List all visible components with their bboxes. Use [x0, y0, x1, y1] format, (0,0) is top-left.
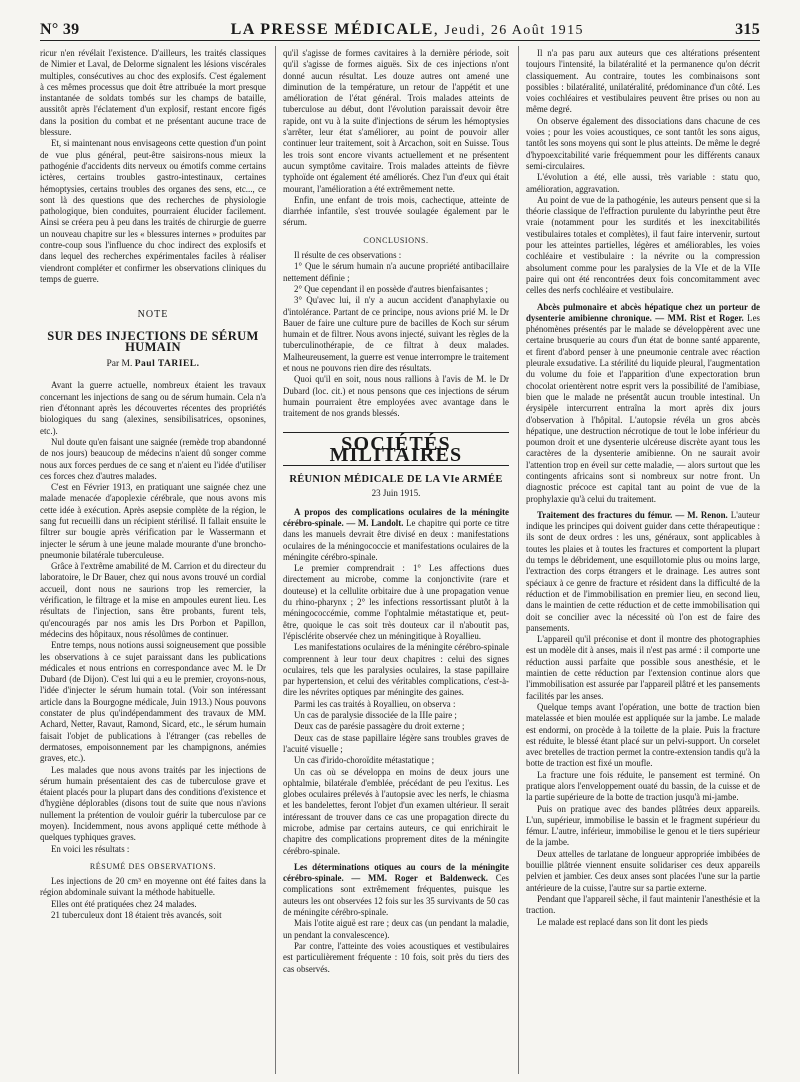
communication-text: Ces complications sont extrêmement fréquentes, puisque les auteurs les ont observées 12 fois sur les 35 survivants de 50 cas de méningite cérébro-spinale. — [283, 873, 509, 918]
paragraph — [526, 510, 760, 634]
paragraph: Nul doute qu'en faisant une saignée (remède trop abandonné de nos jours) beaucoup de médecins n'aient dû songer comme nous aux forces perdues de ce sang et n'aient eu l'idée d'utiliser ces forces chez d'autres malades. — [40, 436, 266, 481]
paragraph: Un cas de paralysie dissociée de la IIIe paire ; — [294, 710, 457, 721]
paragraph: Et, si maintenant nous envisageons cette question d'un point de vue plus général, peut-être saisirons-nous mieux la pathogénie d'accidents dits nerveux ou émotifs comme certains ictères, certains troubles gastro-intestinaux, certaines hémoptysies, certains troubles des organes des sens, etc..., ce sont là des questions que des recherches de physiologie pathologique, bien conduites, pourraient élucider facilement. Ainsi se créera peu à peu dans les traités de chirurgie de guerre un nouveau chapitre sur les « blessures internes » produites par contre-coup sous l'influence du choc indirect des explosifs et dans lequel des recherches expérimentales faciles à réaliser viendront compléter et confirmer les observations cliniques du temps de guerre. — [40, 138, 266, 284]
paragraph: Grâce à l'extrême amabilité de M. Carrion et du directeur du laboratoire, le Dr Bauer, chez qui nous avons trouvé un cordial accueil, dont nous ne saurions trop les remercier, la vérification, le filtrage et la mise en ampoules eurent lieu. Les résultats de l'injection, sans être probants, furent tels, qu'encouragés par nos amis les Drs Porbon et Papillon, médecins des hôpitaux, nous résolûmes de continuer. — [40, 561, 266, 639]
paragraph — [526, 302, 760, 505]
page-number: 315 — [735, 21, 760, 38]
communication-text: Le chapitre qui porte ce titre dans les manuels devrait être divisé en deux : manifestations oculaires de la méningococcie et manifestations oculaires de la méningite cérébro-spinale. — [283, 517, 509, 562]
paragraph: C'est en Février 1913, en pratiquant une saignée chez une malade menacée d'apoplexie cérébrale, que nous avons mis cette idée à exécution. Après asepsie complète de la région, le sang fut recueilli dans un récipient stérilisé. Il fallait ensuite le filtrer sur bougie après vérification par le Wassermann et injecter le sérum à une jeune malade mourante d'une broncho-pneumonie bilatérale tuberculeuse. — [40, 482, 266, 560]
column-2 — [283, 48, 509, 1072]
communication-title: Les déterminations otiques au cours de la méningite cérébro-spinale. — MM. Roger et Baldenweck. — [283, 861, 509, 884]
page-header — [40, 17, 760, 39]
communication-text: Les phénomènes présentés par le malade se développèrent avec une certaine brusquerie au cours d'un état de bonne santé apparente, et firent d'abord penser à une pneumonie centrale avec réaction pleurale exsudative. La stérilité du liquide pleural, l'augmentation du volume du foie et l'apparition d'une expectoration brun chocolat orientèrent notre esprit vers la possibilité de l'amibiase, bien que le malade ne présentât aucun trouble intestinal. Un érysipèle intercurrent entraîna la mort après dix jours d'observation à l'hôpital. L'autopsie révéla un gros abcès hépatique, une destruction nécrotique de tout le lobe inférieur du poumon droit et une dysenterie ulcéreuse discrète ayant tous les caractères de la dysenterie amibienne. On ne saurait avoir l'attention trop en éveil sur cette maladie, — alors surtout que les contingents africains sont si nombreux sur notre front. Un diagnostic précoce est capital tant au point de vue de la prophylaxie qu'à celui du traitement. — [526, 312, 760, 504]
column-3 — [526, 48, 760, 1072]
note-heading: NOTE — [137, 309, 169, 321]
paragraph: Un cas d'irido-choroïdite métastatique ; — [294, 755, 435, 766]
column-1 — [40, 48, 266, 1072]
paragraph: 2° Que cependant il en possède d'autres bienfaisantes ; — [294, 283, 488, 294]
paragraph: Les injections de 20 cm³ en moyenne ont été faites dans la région abdominale suivant la méthode habituelle. — [40, 876, 266, 898]
paragraph: En voici les résultats : — [51, 843, 130, 854]
paragraph: Deux attelles de tarlatane de longueur appropriée imbibées de bouillie plâtrée viennent ensuite solidariser ces deux appareils pelvien et jambier. Ces deux anses sont placées l'une sur la partie antérieure de la cuisse, l'autre sur sa partie externe. — [526, 848, 760, 893]
paragraph: Le premier comprendrait : 1° Les affections dues directement au microbe, comme la conjonctivite (rare et douteuse) et la cellulite orbitaire due à une propagation venue du rhino-pharynx ; 2° les infections ressortissant plutôt à la méningococcémie, comme l'ophtalmie métastatique et, peut-être, quoique le cas soit très douteux car il n'aboutit pas, l'épisclérite observée chez un méningitique à Royallieu. — [283, 563, 509, 641]
paragraph: Deux cas de stase papillaire légère sans troubles graves de l'acuité visuelle ; — [283, 732, 509, 754]
paragraph: Les malades que nous avons traités par les injections de sérum humain présentaient des cas de tuberculose grave et étaient placés pour la plupart dans des conditions d'existence et d'hygiène déplorables (disons tout de suite que nous n'avions nullement la prétention de vouloir guérir la tuberculose par ce moyen). Incidemment, nous avons appliqué cette méthode à quelques typhiques graves. — [40, 764, 266, 843]
meeting-title: RÉUNION MÉDICALE DE LA VIe ARMÉE — [289, 474, 503, 486]
paragraph: La fracture une fois réduite, le pansement est terminé. On pratique alors l'enveloppement ouaté du bassin, de la cuisse et de la partie supérieure de la botte de traction jusqu'à mi-jambe. — [526, 769, 760, 803]
paragraph: Puis on pratique avec des bandes plâtrées deux appareils. L'un, supérieur, immobilise le bassin et le fragment supérieur du fémur. L'autre, inférieur, immobilise le genou et le tiers supérieur de la jambe. — [526, 803, 760, 848]
paragraph: Quelque temps avant l'opération, une botte de traction bien matelassée et bien moulée est appliquée sur la jambe. Le malade est endormi, on procède à la toilette de la plaie. Puis la fracture est réduite, le blessé étant placé sur un pelvi-support. Un corselet avec bretelles de traction permet la contre-extension tandis qu'à la botte de traction est fixé un moufle. — [526, 701, 760, 769]
paragraph: L'appareil qu'il préconise et dont il montre des photographies est un modèle dit à anses, mais il n'est pas armé : il comporte une réduction aussi parfaite que possible sous anesthésie, et le maintien de cette réduction par l'extension continue alors que l'immobilisation est assurée par l'appareil plâtré et les pansements facilités par les anses. — [526, 634, 760, 701]
paragraph: Mais l'otite aiguë est rare ; deux cas (un pendant la maladie, un pendant la convalescence). — [283, 918, 509, 940]
paragraph — [283, 862, 509, 918]
paragraph: Au point de vue de la pathogénie, les auteurs pensent que si la théorie classique de l'effraction purulente du labyrinthe peut être vraie (notamment pour les surdités et les inexcitabilités vestibulaires totales et complètes), il faut faire intervenir, surtout pour les atteintes partielles, légères et améliorables, les voies cochléaire et vestibulaire : la névrite ou la compression absolument comme pour les paralysies de la VIe et de la VIIe paire qui ont été rencontrées deux fois concomitamment avec celles des nerfs cochléaire et vestibulaire. — [526, 194, 760, 296]
paragraph: 3° Qu'avec lui, il n'y a aucun accident d'anaphylaxie ou d'intolérance. Partant de ce principe, nous avions prié M. le Dr Bauer de faire une culture pure de bacilles de Koch sur sérum humain et de filtrer. Nous avons injecté, suivant les règles de la tuberculinothérapie, de ce filtrat à deux malades. Malheureusement, la guerre est venue interrompre le traitement et nous ne pouvons rien dire des résultats. — [283, 295, 509, 374]
paragraph: Entre temps, nous notions aussi soigneusement que possible les observations à ce sujet paraissant dans les publications médicales et nous entrions en correspondance avec M. le Dr Dubard (de Dijon). C'est lui qui a eu le premier, croyons-nous, l'idée d'injecter le sérum humain total. (Voir son intéressant article dans la Bourgogne médicale, Juin 1913.) Nous pouvons constater de plus qu'indépendamment des travaux de MM. Achard, Netter, Ravaut, Ramond, Sicard, etc., le sérum humain faisait l'objet de publications à l'étranger (cas rebelles de dermatoses, empoisonnement par les champignons, anémies graves, etc.). — [40, 640, 266, 764]
paragraph: ricur n'en révélait l'existence. D'ailleurs, les traités classiques de Nimier et Laval, de Delorme signalent les lésions viscérales multiples, consécutives au choc des explosifs. C'est également à ces mêmes processus que doit être attribuée la mort presque instantanée de soldats tombés sur les champs de bataille, aussitôt après l'éclatement d'un explosif, restant encore figés dans la position du combat et ne présentant aucune trace de blessure. — [40, 48, 266, 138]
author-prefix: Par M. — [106, 359, 133, 370]
paragraph: L'évolution a été, elle aussi, très variable : statu quo, amélioration, aggravation. — [526, 172, 760, 194]
issue-number: N° 39 — [40, 21, 80, 38]
paragraph: Avant la guerre actuelle, nombreux étaient les travaux concernant les injections de sang ou de sérum humain. Cela n'a rien d'étonnant après les découvertes récentes des propriétés biologiques du sang (alexines, sensibilisatrices, opsonines, etc.). — [40, 380, 266, 436]
paragraph — [283, 507, 509, 563]
article-title: SUR DES INJECTIONS DE SÉRUM HUMAIN — [47, 328, 259, 354]
section-heading: CONCLUSIONS. — [363, 235, 429, 245]
paragraph: Par contre, l'atteinte des voies acoustiques et vestibulaires est particulièrement fréquente : 10 fois, soit près du tiers des cas observés. — [283, 940, 509, 974]
communication-title: Traitement des fractures du fémur. — M. Renon. — [537, 509, 728, 520]
paragraph: Deux cas de parésie passagère du droit externe ; — [294, 721, 465, 732]
header-rule — [40, 40, 760, 41]
section-heading: RÉSUMÉ DES OBSERVATIONS. — [89, 861, 217, 871]
running-title: LA PRESSE MÉDICALE, Jeudi, 26 Août 1915 — [230, 21, 584, 38]
paragraph: 21 tuberculeux dont 18 étaient très avancés, soit — [51, 910, 222, 921]
communication-title: Abcès pulmonaire et abcès hépatique chez un porteur de dysenterie amibienne chronique. — MM. Rist et Roger. — [526, 301, 760, 323]
paragraph: Un cas où se développa en moins de deux jours une ophtalmie, bilatérale d'emblée, précédant de peu l'exitus. Les globes oculaires prélevés à l'autopsie avec les nerfs, le chiasma et les bandelettes, feront l'objet d'un examen ultérieur. Il serait intéressant de trouver dans ce cas une propagation directe du microbe, admise par certains auteurs, ce qui enrichirait le chapitre des complications proprement dites de la méningite cérébro-spinale. — [283, 766, 509, 856]
paragraph: Quoi qu'il en soit, nous nous rallions à l'avis de M. le Dr Dubard (loc. cit.) et nous pensons que ces injections de sérum humain pourraient être employées avec avantage dans le traitement de nos grands blessés. — [283, 374, 509, 419]
communication-title: A propos des complications oculaires de la méningite cérébro-spinale. — M. Landolt. — [283, 506, 509, 528]
journal-name: LA PRESSE MÉDICALE — [230, 21, 434, 38]
column-divider — [275, 46, 276, 1074]
meeting-date: 23 Juin 1915. — [371, 488, 421, 499]
paragraph: Le malade est replacé dans son lit dont les pieds — [537, 916, 708, 927]
paragraph: Les manifestations oculaires de la méningite cérébro-spinale comprennent à leur tour deux chapitres : celui des signes oculaires, tels que les paralysies oculaires, la stase papillaire par hypertension, et celui des véritables complications, c'est-à-dire les névrites optiques par méningite des gaines. — [283, 642, 509, 698]
column-divider — [518, 46, 519, 1074]
paragraph: Il résulte de ces observations : — [294, 250, 402, 261]
paragraph: Enfin, une enfant de trois mois, cachectique, atteinte de diarrhée infantile, s'est trouvée soulagée également par le sérum. — [283, 194, 509, 228]
paragraph: Elles ont été pratiquées chez 24 malades. — [51, 898, 197, 909]
section-banner: SOCIÉTÉS MILITAIRES — [283, 432, 509, 467]
author-name: Paul TARIEL. — [134, 359, 200, 370]
communication-text: L'auteur indique les principes qui doivent guider dans cette thérapeutique : ils sont de deux ordres : les uns, généraux, sont applicables à toutes les plaies et à toutes les fractures et comportent la plupart du temps le débridement, une esquillotomie plus ou moins large, l'extraction des corps étrangers et le drainage. Les autres sont spéciaux à ce genre de fracture et résident dans la difficulté de la réduction et de l'immobilisation en premier lieu, en second lieu, dans le maintien de cette réduction et de cette immobilisation qui doit se concilier avec la nécessité où l'on est de faire des pansements. — [526, 509, 760, 633]
paragraph: On observe également des dissociations dans chacune de ces voies ; pour les voies acoustiques, ce sont tantôt les sons aigus, tantôt les sons moyens qui sont le plus atteints. De même le degré d'hypoexcitabilité varie fréquemment pour les différents canaux semi-circulaires. — [526, 115, 760, 171]
paragraph: qu'il s'agisse de formes cavitaires à la dernière période, soit qu'il s'agisse de formes aiguës. Six de ces injections n'ont donné aucun résultat. Les douze autres ont amené une diminution de la température, un retour de l'appétit et une amélioration de l'état général. Trois malades atteints de tuberculose au début, dont l'évolution paraissait devoir être rapide, ont vu à la suite d'injections de sérum les hémoptysies s'arrêter, leur état s'améliorer, au point de pouvoir aller continuer leur traitement, soit à Arcachon, soit en Suisse. Tous les trois sont encore vivants actuellement et ne présentent aucun symptôme cavitaire. Trois malades atteints de fièvre typhoïde ont également été améliorés. Chez l'un d'eux qui était mourant, l'amélioration a été extrêmement nette. — [283, 48, 509, 194]
paragraph: Il n'a pas paru aux auteurs que ces altérations présentent toujours l'intensité, la bilatéralité et la permanence qu'on décrit classiquement. Au contraire, toutes les combinaisons sont possibles : bilatéralité, unilatéralité, prédominance d'un côté. Les voies cochléaires et vestibulaires peuvent être prises ou non au même degré. — [526, 48, 760, 115]
paragraph: Pendant que l'appareil sèche, il faut maintenir l'anesthésie et la traction. — [526, 893, 760, 916]
author-line — [40, 359, 266, 370]
paragraph: 1° Que le sérum humain n'a aucune propriété antibacillaire nettement définie ; — [283, 261, 509, 283]
paragraph: Parmi les cas traités à Royallieu, on observa : — [294, 698, 456, 709]
issue-date: Jeudi, 26 Août 1915 — [444, 23, 584, 38]
